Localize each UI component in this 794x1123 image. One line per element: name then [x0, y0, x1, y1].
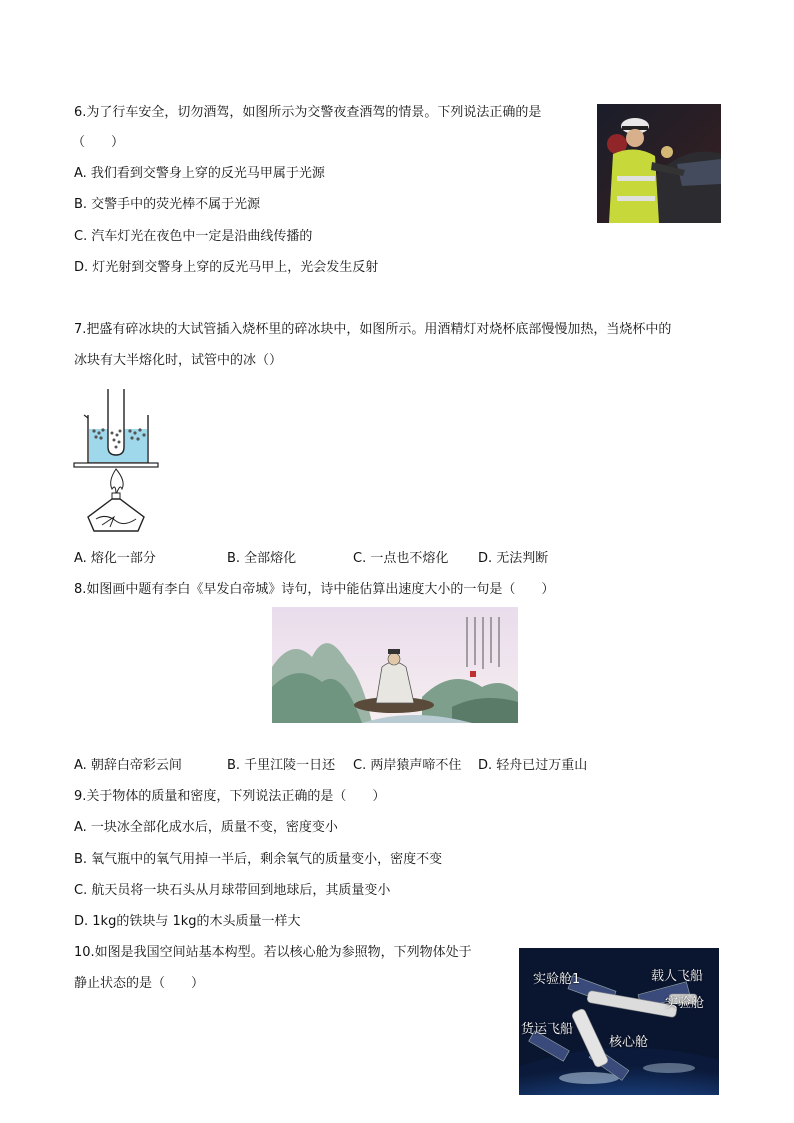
q8-stem: 8.如图画中题有李白《早发白帝城》诗句，诗中能估算出速度大小的一句是（ ） — [74, 582, 555, 597]
q6-police-photo — [597, 104, 721, 223]
q6-option-a: A. 我们看到交警身上穿的反光马甲属于光源 — [74, 166, 325, 181]
q10-stem-line1: 10.如图是我国空间站基本构型。若以核心舱为参照物，下列物体处于 — [74, 945, 472, 960]
label-cargo-ship: 货运飞船 — [521, 1022, 574, 1037]
q8-poem-painting — [272, 607, 518, 723]
q9-option-c: C. 航天员将一块石头从月球带回到地球后，其质量变小 — [74, 883, 391, 898]
q7-stem-line2: 冰块有大半熔化时，试管中的冰（） — [74, 353, 283, 368]
q9-stem: 9.关于物体的质量和密度，下列说法正确的是（ ） — [74, 789, 386, 804]
q6-option-d: D. 灯光射到交警身上穿的反光马甲上，光会发生反射 — [74, 260, 379, 275]
q9-option-b: B. 氧气瓶中的氧气用掉一半后，剩余氧气的质量变小，密度不变 — [74, 852, 443, 867]
label-core-module: 核心舱 — [609, 1035, 649, 1050]
q10-space-station-image — [519, 948, 719, 1095]
q6-stem-line2: （ ） — [72, 135, 125, 150]
q6-option-b: B. 交警手中的荧光棒不属于光源 — [74, 197, 261, 212]
q7-option-b: B. 全部熔化 — [227, 551, 297, 566]
q7-beaker-diagram — [72, 385, 160, 535]
q7-option-a: A. 熔化一部分 — [74, 551, 156, 566]
label-lab-module-1: 实验舱1 — [533, 972, 581, 987]
q9-option-a: A. 一块冰全部化成水后，质量不变，密度变小 — [74, 820, 338, 835]
q7-option-c: C. 一点也不熔化 — [353, 551, 449, 566]
q8-option-c: C. 两岸猿声啼不住 — [353, 758, 462, 773]
q6-stem-line1: 6.为了行车安全，切勿酒驾，如图所示为交警夜查酒驾的情景。下列说法正确的是 — [74, 105, 542, 120]
q8-option-b: B. 千里江陵一日还 — [227, 758, 336, 773]
q10-stem-line2: 静止状态的是（ ） — [74, 976, 205, 991]
q7-stem-line1: 7.把盛有碎冰块的大试管插入烧杯里的碎冰块中，如图所示。用酒精灯对烧杯底部慢慢加热，当烧杯中的 — [74, 322, 672, 337]
q7-option-d: D. 无法判断 — [478, 551, 549, 566]
q8-option-d: D. 轻舟已过万重山 — [478, 758, 588, 773]
q9-option-d: D. 1kg的铁块与 1kg的木头质量一样大 — [74, 914, 301, 929]
label-crew-ship: 载人飞船 — [651, 969, 704, 984]
q6-option-c: C. 汽车灯光在夜色中一定是沿曲线传播的 — [74, 229, 313, 244]
label-lab-module: 实验舱 — [665, 996, 705, 1011]
q8-option-a: A. 朝辞白帝彩云间 — [74, 758, 182, 773]
